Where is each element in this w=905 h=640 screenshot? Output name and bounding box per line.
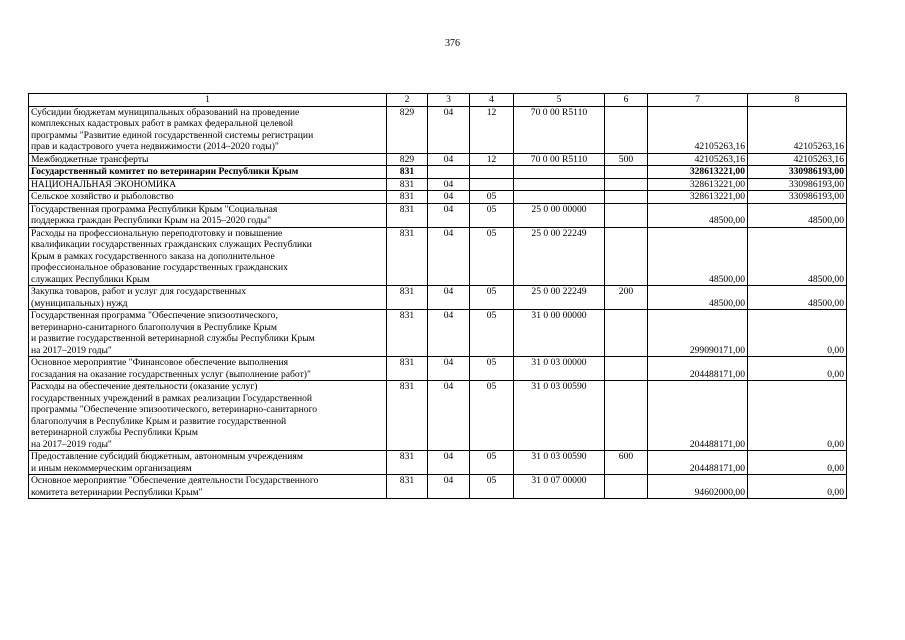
row-name-cell [29, 357, 387, 381]
section-cell: 04 [428, 178, 470, 191]
subsection-cell: 05 [470, 451, 514, 475]
section-cell: 04 [428, 227, 470, 286]
expense-type-cell [605, 106, 648, 153]
section-cell: 04 [428, 475, 470, 499]
target-article-cell: 70 0 00 R5110 [514, 106, 605, 153]
amount-2018-cell: 204488171,00 [648, 357, 748, 381]
admin-code-cell: 831 [387, 475, 428, 499]
expense-type-cell [605, 475, 648, 499]
amount-2019-cell: 0,00 [748, 381, 847, 451]
subsection-cell: 05 [470, 286, 514, 310]
row-name-cell [29, 381, 387, 451]
subsection-cell: 05 [470, 475, 514, 499]
amount-2018-cell: 328613221,00 [648, 166, 748, 179]
section-cell: 04 [428, 381, 470, 451]
amount-2018-cell: 48500,00 [648, 227, 748, 286]
header-name-col: 1 [29, 94, 387, 107]
subsection-cell: 12 [470, 153, 514, 166]
section-cell: 04 [428, 357, 470, 381]
row-name-line: поддержка граждан Республики Крым на 2015–2020 годы" [31, 215, 272, 226]
row-name-line: программы "Обеспечение эпизоотического, ветеринарно-санитарного [31, 404, 318, 415]
row-name-line: Сельское хозяйство и рыболовство [31, 191, 174, 202]
subsection-cell: 05 [470, 310, 514, 357]
expense-type-cell [605, 191, 648, 204]
header-target-article-col: 5 [514, 94, 605, 107]
target-article-cell: 31 0 07 00000 [514, 475, 605, 499]
row-name-line: НАЦИОНАЛЬНАЯ ЭКОНОМИКА [31, 178, 177, 190]
table-row [29, 286, 847, 310]
row-name-cell [29, 166, 387, 179]
subsection-cell [470, 178, 514, 191]
table-row [29, 310, 847, 357]
row-name-line: профессиональное образование государственных гражданских [31, 262, 288, 273]
table-row [29, 451, 847, 475]
target-article-cell: 31 0 03 00590 [514, 451, 605, 475]
amount-2018-cell: 328613221,00 [648, 191, 748, 204]
row-name-line: и развитие государственной ветеринарной службы Республики Крым [31, 333, 315, 344]
header-section-col: 3 [428, 94, 470, 107]
budget-table [28, 93, 847, 499]
row-name-line: государственных учреждений в рамках реализации Государственной [31, 392, 313, 404]
target-article-cell: 25 0 00 00000 [514, 203, 605, 227]
amount-2018-cell: 328613221,00 [648, 178, 748, 191]
expense-type-cell [605, 203, 648, 227]
row-name-line: Государственная программа Республики Крым "Социальная [31, 203, 278, 215]
subsection-cell: 05 [470, 227, 514, 286]
header-admin-code-col: 2 [387, 94, 428, 107]
row-name-cell [29, 203, 387, 227]
row-name-line: госзадания на оказание государственных услуг (выполнение работ)" [31, 368, 311, 380]
table-row [29, 203, 847, 227]
expense-type-cell [605, 381, 648, 451]
admin-code-cell: 831 [387, 310, 428, 357]
section-cell: 04 [428, 153, 470, 166]
row-name-line: Крым в рамках государственного заказа на дополнительное [31, 250, 275, 262]
table-row [29, 475, 847, 499]
table-row [29, 227, 847, 286]
row-name-line: Закупка товаров, работ и услуг для государственных [31, 286, 247, 297]
admin-code-cell: 829 [387, 153, 428, 166]
table-row [29, 357, 847, 381]
subsection-cell [470, 166, 514, 179]
subsection-cell: 05 [470, 203, 514, 227]
section-cell: 04 [428, 310, 470, 357]
header-amount-2019-col: 8 [748, 94, 847, 107]
row-name-line: Государственная программа "Обеспечение эпизоотического, [31, 310, 278, 321]
row-name-line: Предоставление субсидий бюджетным, автономным учреждениям [31, 451, 303, 462]
row-name-line: ветеринарно-санитарного благополучия в Республике Крым [31, 321, 277, 333]
row-name-cell [29, 451, 387, 475]
admin-code-cell: 831 [387, 451, 428, 475]
section-cell: 04 [428, 203, 470, 227]
target-article-cell [514, 191, 605, 204]
admin-code-cell: 831 [387, 191, 428, 204]
row-name-cell [29, 227, 387, 286]
row-name-cell [29, 310, 387, 357]
admin-code-cell: 831 [387, 381, 428, 451]
row-name-cell [29, 475, 387, 499]
section-cell: 04 [428, 191, 470, 204]
subsection-cell: 05 [470, 381, 514, 451]
admin-code-cell: 831 [387, 357, 428, 381]
amount-2018-cell: 42105263,16 [648, 153, 748, 166]
amount-2019-cell: 0,00 [748, 451, 847, 475]
row-name-line: (муниципальных) нужд [31, 297, 128, 309]
target-article-cell: 31 0 00 00000 [514, 310, 605, 357]
header-row [29, 94, 847, 107]
expense-type-cell [605, 178, 648, 191]
expense-type-cell: 200 [605, 286, 648, 310]
amount-2018-cell: 42105263,16 [648, 106, 748, 153]
target-article-cell: 70 0 00 R5110 [514, 153, 605, 166]
header-amount-2018-col: 7 [648, 94, 748, 107]
admin-code-cell: 829 [387, 106, 428, 153]
amount-2019-cell: 330986193,00 [748, 166, 847, 179]
row-name-line: Основное мероприятие "Обеспечение деятельности Государственного [31, 475, 319, 486]
table-row [29, 166, 847, 179]
target-article-cell: 31 0 03 00000 [514, 357, 605, 381]
table-row [29, 191, 847, 204]
amount-2019-cell: 0,00 [748, 310, 847, 357]
row-name-line: и иным некоммерческим организациям [31, 462, 192, 474]
row-name-cell [29, 178, 387, 191]
expense-type-cell [605, 357, 648, 381]
header-subsection-col: 4 [470, 94, 514, 107]
admin-code-cell: 831 [387, 203, 428, 227]
admin-code-cell: 831 [387, 166, 428, 179]
amount-2018-cell: 48500,00 [648, 286, 748, 310]
target-article-cell [514, 178, 605, 191]
subsection-cell: 05 [470, 357, 514, 381]
row-name-line: комитета ветеринарии Республики Крым" [31, 486, 203, 498]
amount-2019-cell: 42105263,16 [748, 106, 847, 153]
row-name-line: Основное мероприятие "Финансовое обеспечение выполнения [31, 357, 289, 368]
row-name-line: Государственный комитет по ветеринарии Республики Крым [31, 166, 299, 177]
subsection-cell: 12 [470, 106, 514, 153]
row-name-cell [29, 191, 387, 204]
admin-code-cell: 831 [387, 286, 428, 310]
subsection-cell: 05 [470, 191, 514, 204]
amount-2019-cell: 48500,00 [748, 286, 847, 310]
section-cell: 04 [428, 106, 470, 153]
row-name-line: ветеринарной службы Республики Крым [31, 427, 198, 438]
amount-2019-cell: 0,00 [748, 475, 847, 499]
row-name-line: служащих Республики Крым [31, 273, 150, 285]
amount-2019-cell: 330986193,00 [748, 178, 847, 191]
row-name-line: на 2017–2019 годы" [31, 344, 112, 356]
table-row [29, 381, 847, 451]
amount-2019-cell: 48500,00 [748, 203, 847, 227]
row-name-line: Расходы на профессиональную переподготовку и повышение [31, 227, 283, 239]
row-name-line: квалификации государственных гражданских служащих Республики [31, 239, 312, 250]
row-name-line: прав и кадастрового учета недвижимости (2014–2020 годы)" [31, 141, 279, 152]
expense-type-cell [605, 166, 648, 179]
amount-2019-cell: 42105263,16 [748, 153, 847, 166]
row-name-line: Расходы на обеспечение деятельности (оказание услуг) [31, 381, 258, 392]
amount-2019-cell: 330986193,00 [748, 191, 847, 204]
row-name-line: Межбюджетные трансферты [31, 153, 149, 165]
target-article-cell: 25 0 00 22249 [514, 227, 605, 286]
amount-2018-cell: 204488171,00 [648, 451, 748, 475]
row-name-line: на 2017–2019 годы" [31, 438, 112, 450]
amount-2018-cell: 48500,00 [648, 203, 748, 227]
table-row [29, 153, 847, 166]
section-cell: 04 [428, 451, 470, 475]
admin-code-cell: 831 [387, 227, 428, 286]
section-cell: 04 [428, 286, 470, 310]
amount-2018-cell: 299090171,00 [648, 310, 748, 357]
target-article-cell [514, 166, 605, 179]
row-name-cell [29, 106, 387, 153]
table-row [29, 178, 847, 191]
expense-type-cell: 600 [605, 451, 648, 475]
row-name-line: благополучия в Республике Крым и развитие государственной [31, 415, 287, 427]
expense-type-cell [605, 310, 648, 357]
row-name-line: комплексных кадастровых работ в рамках федеральной целевой [31, 118, 294, 129]
expense-type-cell: 500 [605, 153, 648, 166]
row-name-cell [29, 286, 387, 310]
amount-2018-cell: 94602000,00 [648, 475, 748, 499]
amount-2019-cell: 0,00 [748, 357, 847, 381]
amount-2019-cell: 48500,00 [748, 227, 847, 286]
admin-code-cell: 831 [387, 178, 428, 191]
row-name-line: Субсидии бюджетам муниципальных образований на проведение [31, 106, 300, 118]
expense-type-cell [605, 227, 648, 286]
table-row [29, 106, 847, 153]
row-name-line: программы "Развитие единой государственной системы регистрации [31, 129, 314, 141]
page-number: 376 [445, 38, 460, 49]
header-expense-type-col: 6 [605, 94, 648, 107]
target-article-cell: 31 0 03 00590 [514, 381, 605, 451]
target-article-cell: 25 0 00 22249 [514, 286, 605, 310]
section-cell [428, 166, 470, 179]
row-name-cell [29, 153, 387, 166]
amount-2018-cell: 204488171,00 [648, 381, 748, 451]
